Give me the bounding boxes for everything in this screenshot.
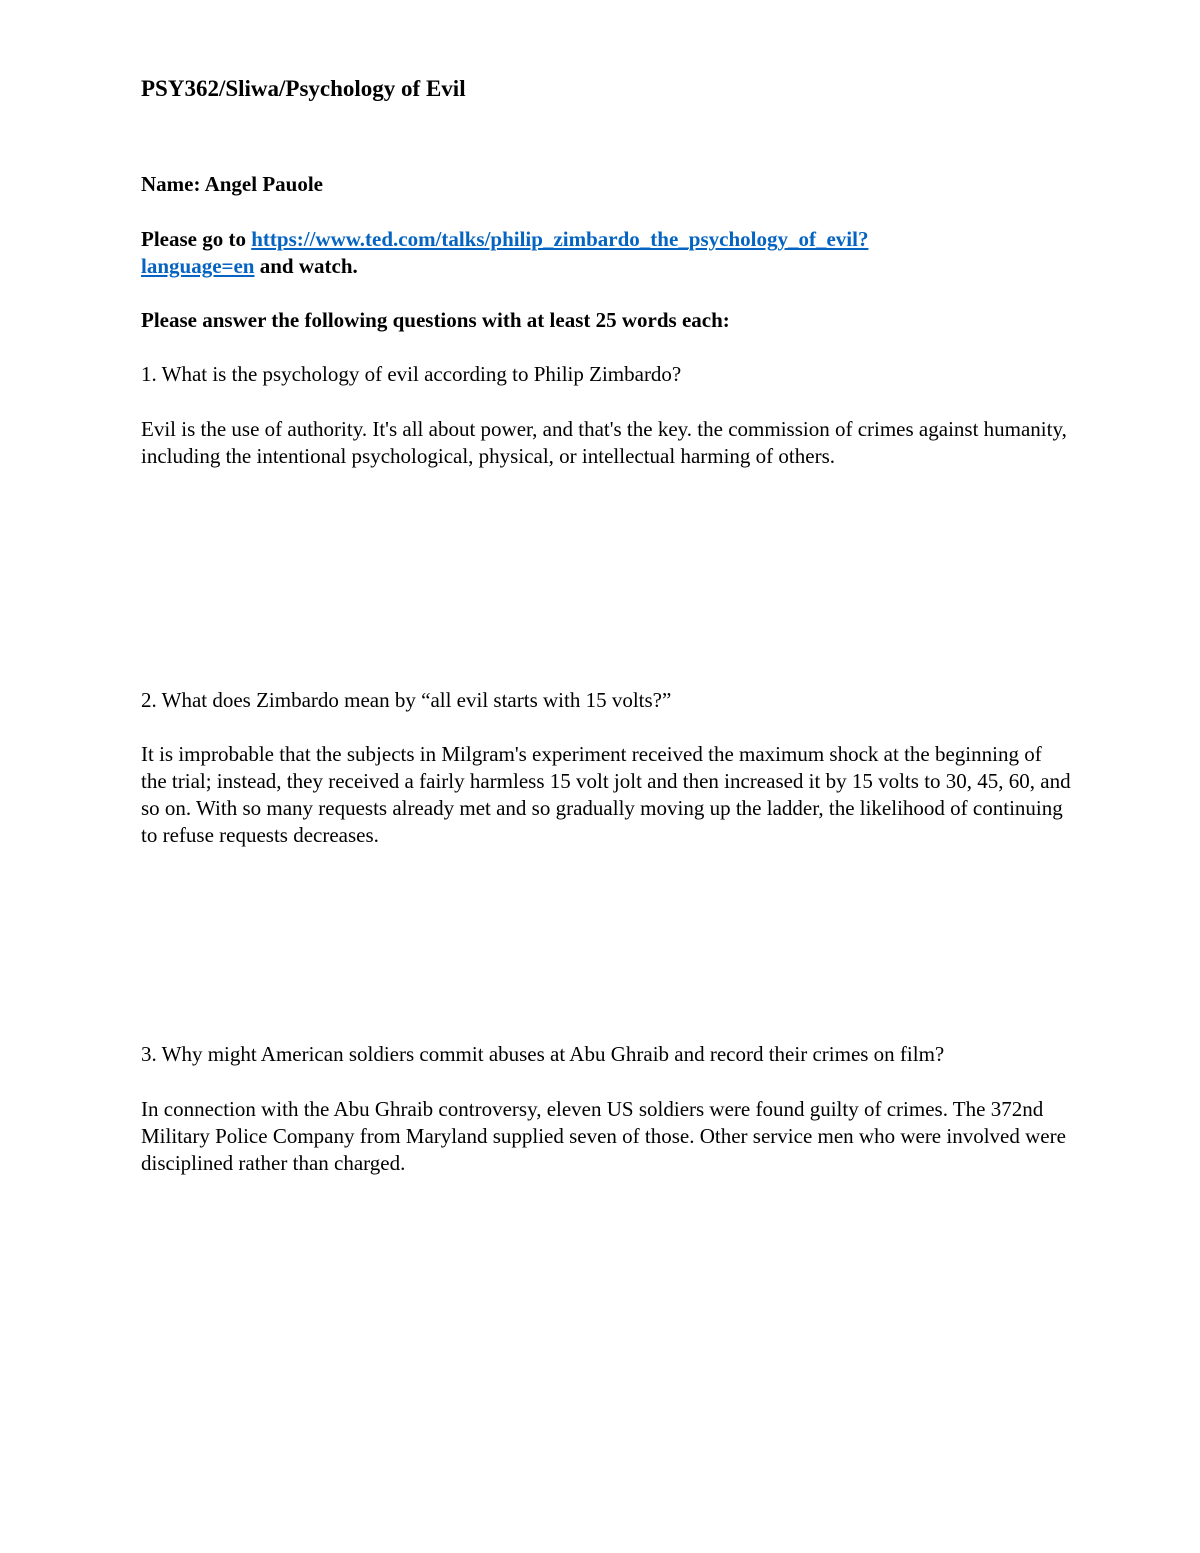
name-label: Name: [141,172,201,196]
document-title: PSY362/Sliwa/Psychology of Evil [141,76,466,101]
answer-1: Evil is the use of authority. It's all about power, and that's the key. the commission of crimes against humanity, including the intentional psychological, physical, or intellectual harming of others. [141,417,1067,468]
ted-talk-link[interactable] [141,227,868,278]
instruction-suffix: and watch. [259,254,358,278]
name-value: Angel Pauole [204,172,323,196]
question-1: 1. What is the psychology of evil according to Philip Zimbardo? [141,362,682,386]
student-name-line [141,171,1071,198]
watch-instruction [141,226,1071,280]
question-3: 3. Why might American soldiers commit abuses at Abu Ghraib and record their crimes on film? [141,1042,945,1066]
answer-2: It is improbable that the subjects in Milgram's experiment received the maximum shock at the beginning of the trial; instead, they received a fairly harmless 15 volt jolt and then increased it by 15 volts to 30, 45, 60, and so on. With so many requests already met and so gradually moving up the ladder, the likelihood of continuing to refuse requests decreases. [141,742,1071,847]
instruction-prefix: Please go to [141,227,246,251]
answer-3: In connection with the Abu Ghraib controversy, eleven US soldiers were found guilty of crimes. The 372nd Military Police Company from Maryland supplied seven of those. Other service men who were involved were disciplined rather than charged. [141,1097,1066,1175]
ted-talk-link-line1: https://www.ted.com/talks/philip_zimbardo_the_psychology_of_evil? [251,227,869,251]
question-2: 2. What does Zimbardo mean by “all evil starts with 15 volts?” [141,688,672,712]
ted-talk-link-line2: language=en [141,254,255,278]
answer-prompt: Please answer the following questions with at least 25 words each: [141,308,730,332]
